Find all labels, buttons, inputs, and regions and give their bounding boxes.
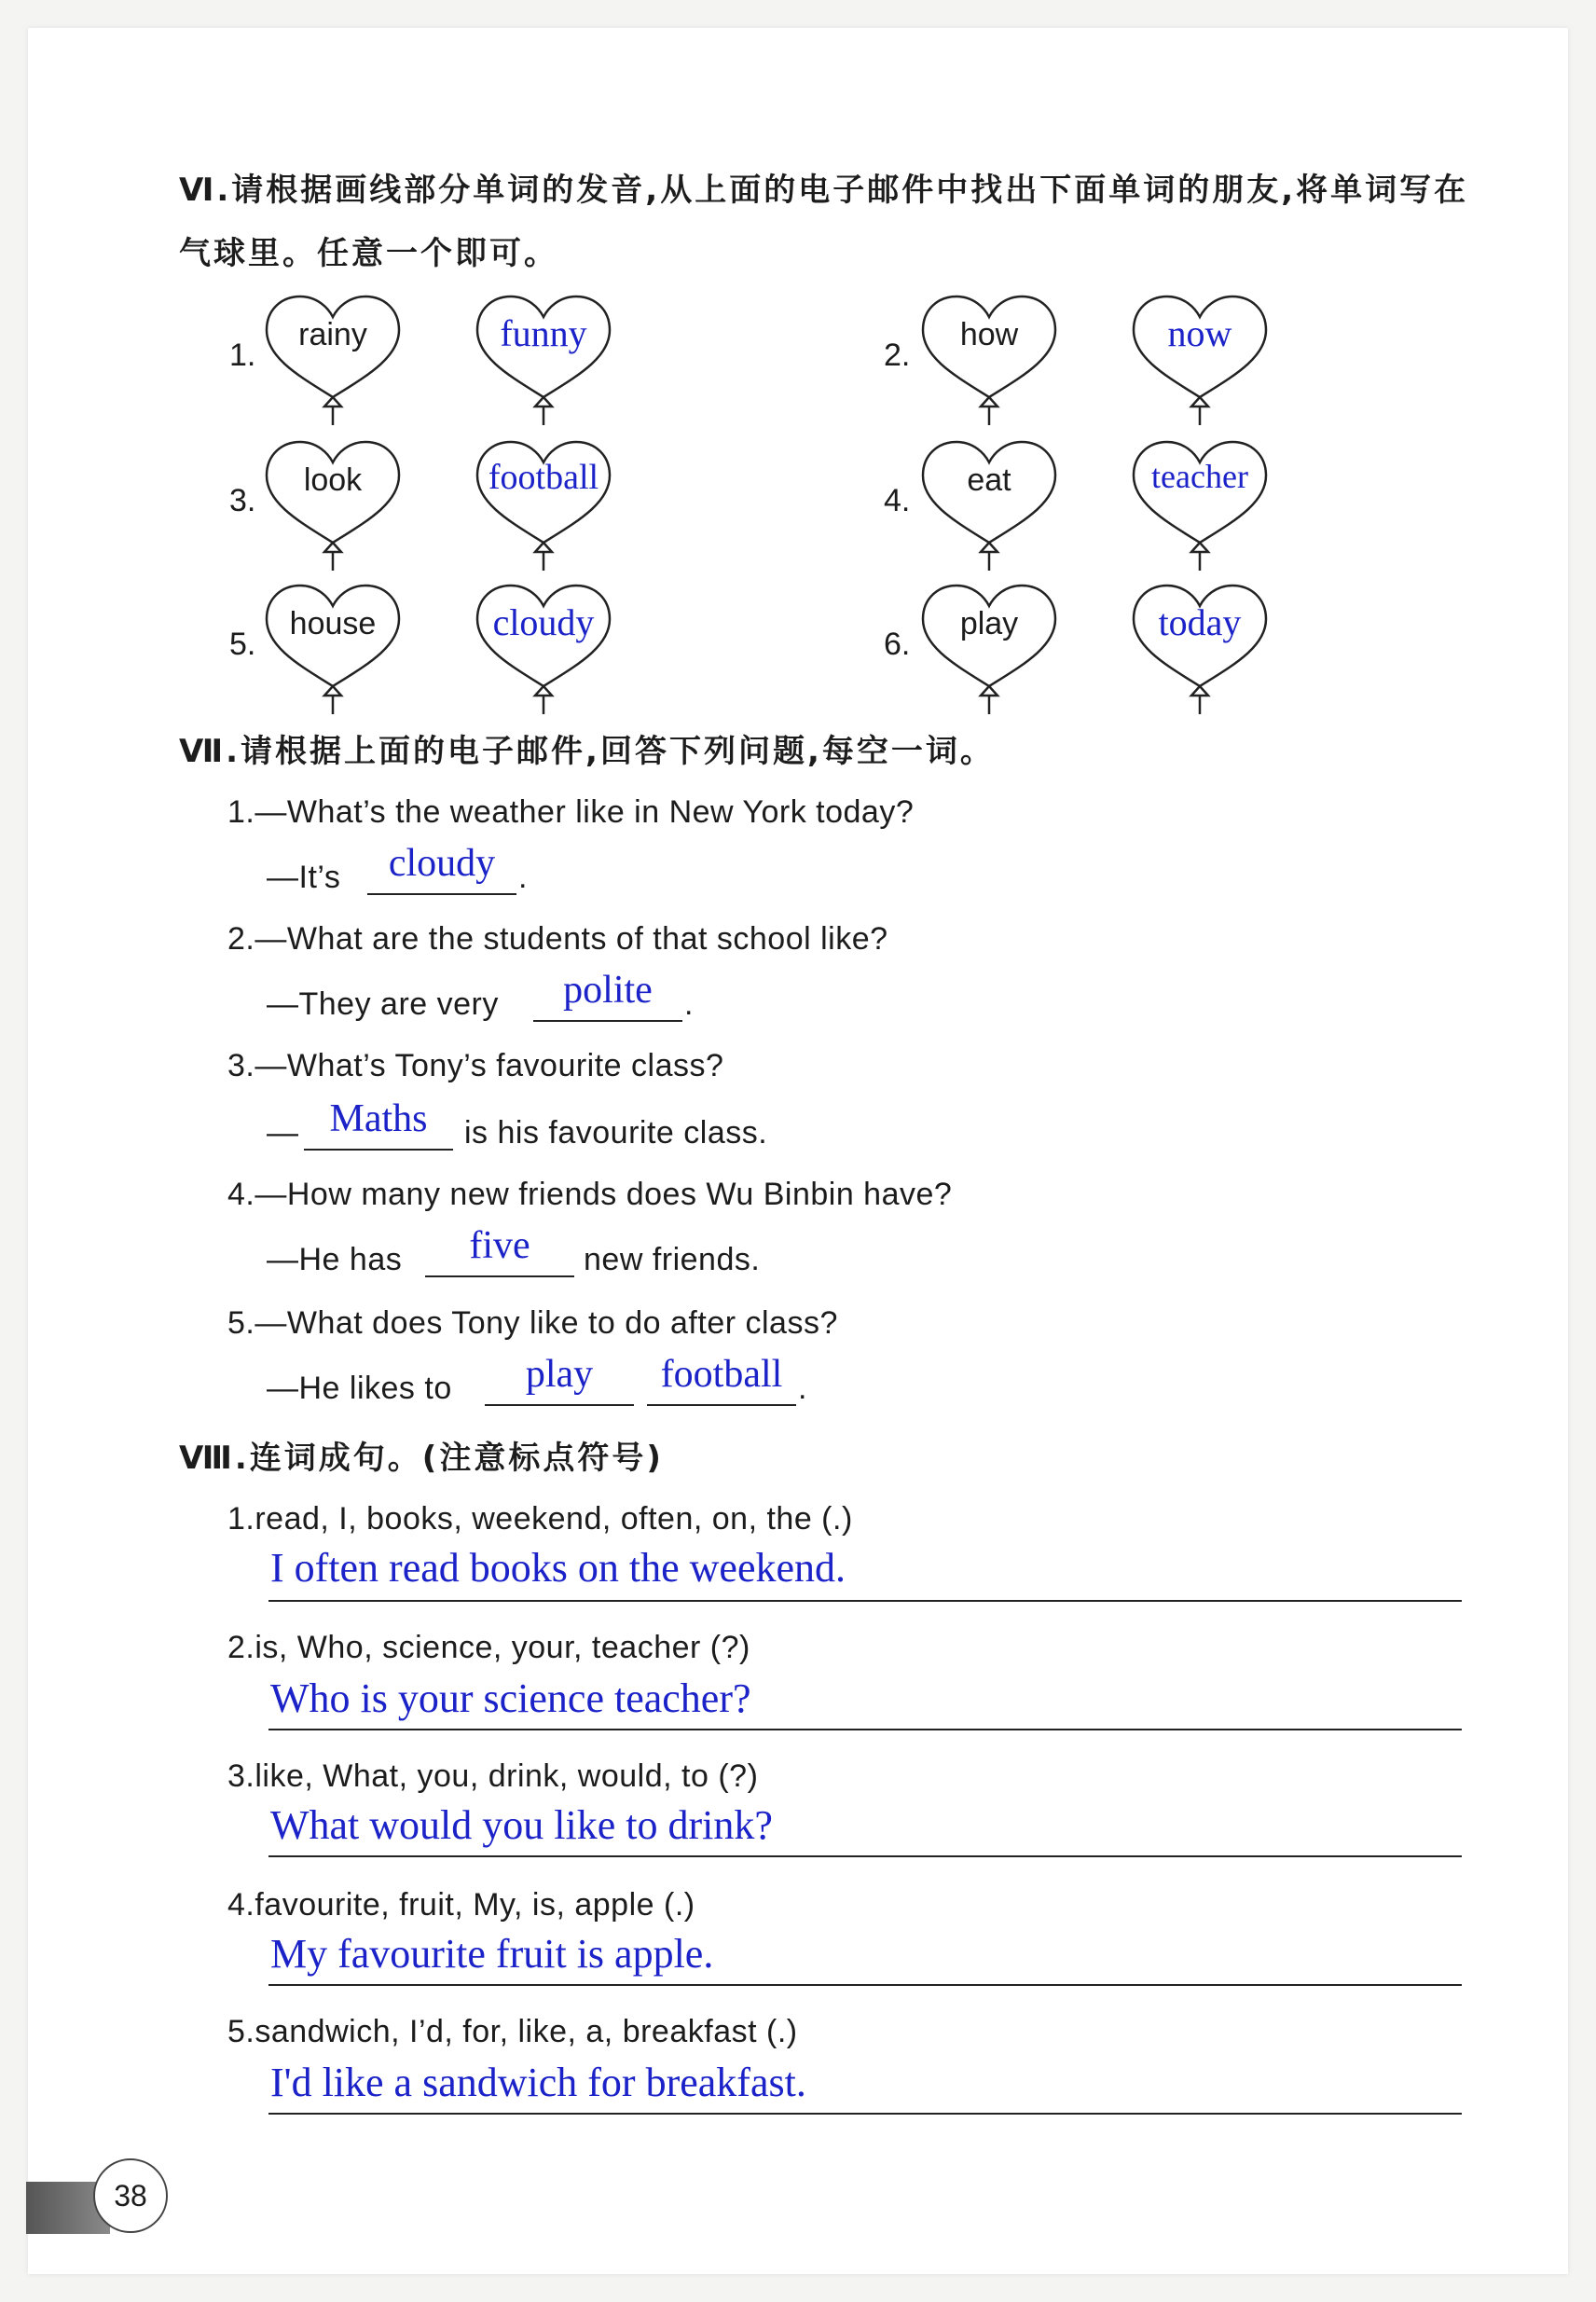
scrambled-prompt: 5.sandwich, I’d, for, like, a, breakfast (.) bbox=[227, 2014, 798, 2049]
section-6-title: Ⅵ.请根据画线部分单词的发音,从上面的电子邮件中找出下面单词的朋友,将单词写在气球里。任意一个即可。 bbox=[179, 172, 1469, 272]
answer-suffix: . bbox=[684, 986, 694, 1022]
answer-blank bbox=[425, 1275, 574, 1277]
answer-line bbox=[268, 1729, 1462, 1730]
blank-answer: play bbox=[525, 1353, 594, 1396]
answer-suffix: . bbox=[798, 1371, 807, 1406]
section-8-title: Ⅷ.连词成句。(注意标点符号) bbox=[179, 1440, 664, 1477]
answer-line bbox=[268, 2113, 1462, 2115]
balloon bbox=[919, 295, 1059, 425]
answer-blank bbox=[304, 1149, 453, 1151]
blank-answer: five bbox=[469, 1224, 530, 1267]
balloon bbox=[263, 295, 403, 425]
answer-blank bbox=[647, 1404, 796, 1406]
sentence-answer: I often read books on the weekend. bbox=[270, 1545, 846, 1591]
scrambled-prompt: 3.like, What, you, drink, would, to (?) bbox=[227, 1758, 759, 1794]
question-5: 5.—What does Tony like to do after class? bbox=[227, 1305, 838, 1341]
question-2: 2.—What are the students of that school like? bbox=[227, 921, 888, 957]
balloon-answer: teacher bbox=[1151, 458, 1248, 495]
balloon-word: house bbox=[289, 606, 377, 641]
balloon bbox=[1130, 295, 1270, 425]
balloon bbox=[1130, 584, 1270, 714]
item-number: 5. bbox=[229, 627, 256, 662]
item-number: 4. bbox=[884, 483, 911, 518]
balloon-word: eat bbox=[967, 462, 1011, 498]
answer-suffix: is his favourite class. bbox=[464, 1115, 768, 1151]
balloon-word: how bbox=[959, 317, 1019, 352]
balloon bbox=[474, 295, 613, 425]
answer-prefix: —It’s bbox=[267, 860, 341, 895]
scrambled-prompt: 2.is, Who, science, your, teacher (?) bbox=[227, 1630, 750, 1665]
sentence-answer: Who is your science teacher? bbox=[270, 1675, 751, 1721]
question-1: 1.—What’s the weather like in New York today? bbox=[227, 794, 915, 830]
heart-balloon-icon bbox=[263, 295, 403, 425]
answer-suffix: . bbox=[518, 860, 528, 895]
blank-answer: polite bbox=[563, 969, 653, 1012]
balloon-word: look bbox=[303, 462, 363, 498]
answer-blank bbox=[533, 1020, 682, 1022]
balloon-word: play bbox=[959, 606, 1019, 641]
blank-answer: Maths bbox=[329, 1097, 428, 1140]
sentence-answer: What would you like to drink? bbox=[270, 1802, 773, 1848]
section-7-title: Ⅶ.请根据上面的电子邮件,回答下列问题,每空一词。 bbox=[179, 733, 995, 770]
answer-prefix: —He likes to bbox=[267, 1371, 452, 1406]
page-number: 38 bbox=[93, 2158, 168, 2233]
balloon bbox=[474, 440, 613, 571]
scrambled-prompt: 1.read, I, books, weekend, often, on, the (.) bbox=[227, 1501, 853, 1537]
worksheet-page bbox=[28, 28, 1568, 2274]
answer-suffix: new friends. bbox=[584, 1242, 761, 1277]
answer-blank bbox=[367, 893, 516, 895]
scrambled-prompt: 4.favourite, fruit, My, is, apple (.) bbox=[227, 1887, 695, 1923]
heart-balloon-icon bbox=[919, 440, 1059, 571]
balloon bbox=[1130, 440, 1270, 571]
balloon bbox=[474, 584, 613, 714]
answer-prefix: — bbox=[267, 1115, 299, 1151]
balloon-answer: cloudy bbox=[492, 601, 595, 643]
balloon bbox=[263, 584, 403, 714]
balloon-answer: today bbox=[1158, 601, 1242, 643]
balloon-word: rainy bbox=[298, 317, 367, 352]
item-number: 1. bbox=[229, 338, 256, 373]
balloon bbox=[263, 440, 403, 571]
blank-answer: football bbox=[660, 1353, 783, 1396]
balloon bbox=[919, 584, 1059, 714]
blank-answer: cloudy bbox=[388, 842, 496, 885]
answer-line bbox=[268, 1855, 1462, 1857]
answer-blank bbox=[485, 1404, 634, 1406]
heart-balloon-icon bbox=[919, 295, 1059, 425]
balloon bbox=[919, 440, 1059, 571]
answer-prefix: —He has bbox=[267, 1242, 403, 1277]
balloon-answer: now bbox=[1167, 312, 1232, 354]
heart-balloon-icon bbox=[919, 584, 1059, 714]
answer-prefix: —They are very bbox=[267, 986, 499, 1022]
balloon-answer: funny bbox=[500, 312, 587, 354]
item-number: 2. bbox=[884, 338, 911, 373]
heart-balloon-icon bbox=[263, 440, 403, 571]
answer-line bbox=[268, 1600, 1462, 1602]
heart-balloon-icon bbox=[263, 584, 403, 714]
item-number: 6. bbox=[884, 627, 911, 662]
sentence-answer: I'd like a sandwich for breakfast. bbox=[270, 2060, 806, 2105]
question-3: 3.—What’s Tony’s favourite class? bbox=[227, 1048, 724, 1083]
item-number: 3. bbox=[229, 483, 256, 518]
answer-line bbox=[268, 1984, 1462, 1986]
balloon-answer: football bbox=[488, 458, 599, 497]
sentence-answer: My favourite fruit is apple. bbox=[270, 1931, 714, 1977]
question-4: 4.—How many new friends does Wu Binbin have? bbox=[227, 1177, 953, 1212]
